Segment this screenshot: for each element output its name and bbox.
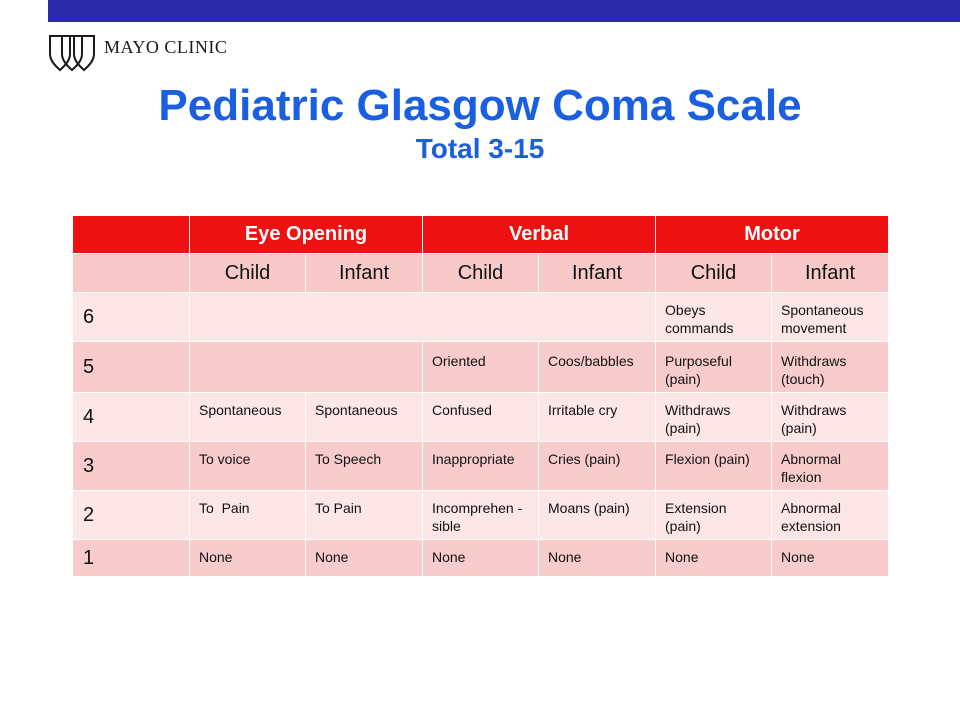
score-cell: 2 — [73, 491, 190, 540]
table-cell: To voice — [190, 442, 306, 491]
table-cell: Spontaneous — [306, 393, 423, 442]
table-cell: Inappropriate — [423, 442, 539, 491]
score-cell: 4 — [73, 393, 190, 442]
table-cell: Withdraws (pain) — [656, 393, 772, 442]
table-cell: Coos/babbles — [539, 342, 656, 393]
table-cell: None — [539, 540, 656, 577]
subheader-blank — [73, 254, 190, 293]
table-row — [73, 540, 889, 577]
table-cell: Withdraws (pain) — [772, 393, 889, 442]
subheader-cell: Child — [423, 254, 539, 293]
subheader-cell: Infant — [306, 254, 423, 293]
table-cell: To Speech — [306, 442, 423, 491]
score-cell: 1 — [73, 540, 190, 577]
subheader-cell: Child — [656, 254, 772, 293]
table-cell: Purposeful (pain) — [656, 342, 772, 393]
table-cell: None — [190, 540, 306, 577]
table-cell: Abnormal flexion — [772, 442, 889, 491]
table-cell: Spontaneous movement — [772, 293, 889, 342]
group-header-row — [73, 216, 889, 254]
page-title: Pediatric Glasgow Coma Scale — [158, 81, 802, 130]
table-cell: Flexion (pain) — [656, 442, 772, 491]
table-cell: Extension (pain) — [656, 491, 772, 540]
table-cell: Incomprehen -sible — [423, 491, 539, 540]
table-row — [73, 393, 889, 442]
top-bar — [48, 0, 960, 22]
table-cell: Abnormal extension — [772, 491, 889, 540]
mayo-shield-icon — [48, 32, 96, 72]
table-cell: To Pain — [306, 491, 423, 540]
page-subtitle: Total 3-15 — [415, 133, 545, 164]
logo-text: MAYO CLINIC — [104, 36, 228, 57]
table-row — [73, 442, 889, 491]
table-cell: Withdraws (touch) — [772, 342, 889, 393]
table-cell: Cries (pain) — [539, 442, 656, 491]
group-verbal: Verbal — [423, 216, 656, 254]
subheader-cell: Infant — [772, 254, 889, 293]
gcs-table — [72, 215, 889, 577]
score-cell: 3 — [73, 442, 190, 491]
table-cell: Confused — [423, 393, 539, 442]
group-motor: Motor — [656, 216, 889, 254]
table-cell: None — [306, 540, 423, 577]
table-cell: Spontaneous — [190, 393, 306, 442]
empty-cell — [190, 293, 656, 342]
score-cell: 5 — [73, 342, 190, 393]
table-row — [73, 293, 889, 342]
subheader-row — [73, 254, 889, 293]
table-cell: Irritable cry — [539, 393, 656, 442]
table-row — [73, 342, 889, 393]
table-cell: To Pain — [190, 491, 306, 540]
corner-cell — [73, 216, 190, 254]
group-eye-opening: Eye Opening — [190, 216, 423, 254]
empty-cell — [190, 342, 423, 393]
table-cell: None — [772, 540, 889, 577]
table-cell: Moans (pain) — [539, 491, 656, 540]
subheader-cell: Child — [190, 254, 306, 293]
table-cell: None — [423, 540, 539, 577]
table-row — [73, 491, 889, 540]
score-cell: 6 — [73, 293, 190, 342]
subheader-cell: Infant — [539, 254, 656, 293]
mayo-clinic-logo — [48, 32, 227, 72]
table-cell: Oriented — [423, 342, 539, 393]
table-cell: Obeys commands — [656, 293, 772, 342]
table-cell: None — [656, 540, 772, 577]
